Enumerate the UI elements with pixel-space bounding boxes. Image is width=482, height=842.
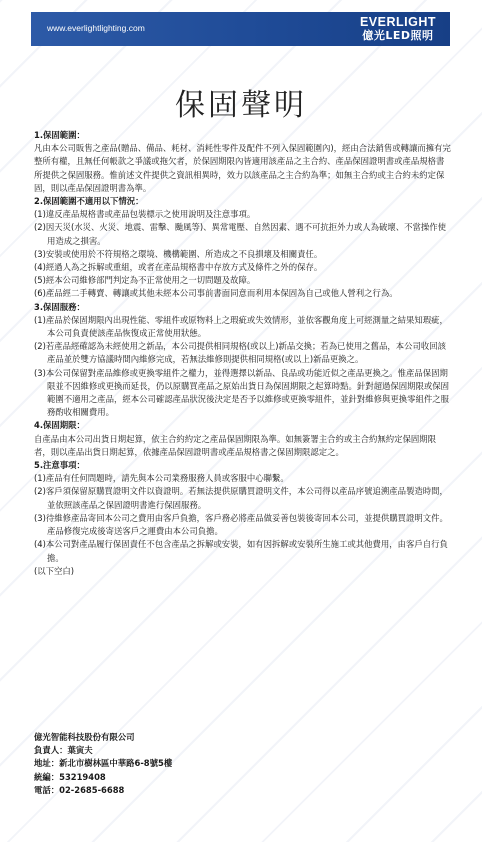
list-item: (4)經過人為之拆解或重組，或者在產品規格書中存放方式及條件之外的保存。 xyxy=(34,262,323,273)
company-phone: 電話：02-2685-6688 xyxy=(34,784,125,795)
brand-name-en: EVERLIGHT xyxy=(359,15,436,29)
list-item: (1)違反產品規格書或產品包裝標示之使用說明及注意事項。 xyxy=(34,209,256,220)
section-paragraph: 凡由本公司販售之產品(贈品、備品、耗材、消耗性零件及配件不列入保固範圍內)，經由合法銷售或轉讓而擁有完整所有權，且無任何帳款之爭議或拖欠者，於保固期限內皆適用該產品之主合約、產品保固證明書或產品規格書所提供之保固服務。惟前述文件提供之資訊相異時，效力以該產品之主合約為準；如無主合約或主合約未約定保固，則以產品保固證明書為準。 xyxy=(34,143,451,193)
closing-note: (以下空白) xyxy=(34,565,75,576)
header-banner xyxy=(31,12,450,46)
section-heading: 1.保固範圍： xyxy=(34,130,85,140)
company-tax-id: 統編：53219408 xyxy=(34,771,106,782)
company-owner: 負責人：葉寅夫 xyxy=(34,745,93,756)
list-item: (2)因天災(水災、火災、地震、雷擊、颱風等)、異常電壓、自然因素、遇不可抗拒外力或人為破壞、不當操作使用造成之損害。 xyxy=(34,222,447,246)
list-item: (4)本公司對產品履行保固責任不包含產品之拆解或安裝，如有因拆解或安裝所生施工或其他費用，由客戶自行負擔。 xyxy=(34,539,448,563)
list-item: (3)本公司保留對產品維修或更換零組件之權力，並得選擇以新品、良品或功能近似之產品更換之。惟產品保固期限並不因維修或更換而延長，仍以原購買產品之原始出貨日為保固期限之起算時點。針對超過保固期限或保固範圍不適用之產品，經本公司確認產品狀況後決定是否予以維修或更換零組件，並針對維修與更換零組件之服務酌收相關費用。 xyxy=(34,367,449,418)
list-item: (3)待維修產品寄回本公司之費用由客戶負擔，客戶務必將產品做妥善包裝後寄回本公司，並提供購買證明文件。產品修復完成後寄送客戶之運費由本公司負擔。 xyxy=(34,512,448,537)
warranty-content xyxy=(34,129,452,578)
list-item: (1)產品有任何問題時，請先與本公司業務服務人員或客服中心聯繫。 xyxy=(34,473,289,484)
section-heading: 4.保固期限： xyxy=(34,420,85,431)
list-item: (1)產品於保固期限內出現性能、零組件或原物料上之瑕疵或失效情形，並依客觀角度上可經測量之結果知瑕疵，本公司負責使該產品恢復成正常使用狀態。 xyxy=(34,314,448,339)
list-item: (2)若產品經確認為未經使用之新品，本公司提供相同規格(或以上)新品交換；若為已使用之舊品，本公司收回該產品並於雙方協議時間內維修完成，若無法維修則提供相同規格(或以上)新品更換之。 xyxy=(34,341,447,365)
section-heading: 2.保固範圍不適用以下情況： xyxy=(34,196,144,207)
section-heading: 5.注意事項： xyxy=(34,460,85,471)
list-item: (2)客戶須保留原購買證明文件以資證明。若無法提供原購買證明文件，本公司得以產品序號追溯產品製造時間，並依照該產品之保固證明書進行保固服務。 xyxy=(34,486,448,510)
company-info xyxy=(34,731,434,797)
brand-logo xyxy=(360,16,436,42)
brand-name-zh: 億光LED照明 xyxy=(362,29,434,42)
list-item: (5)經本公司維修部門判定為不正常使用之一切問題及故障。 xyxy=(34,275,256,286)
list-item: (6)產品經二手轉賣、轉讓或其他未經本公司事前書面同意而利用本保固為自己或他人營利之行為。 xyxy=(34,288,398,299)
list-item: (3)安裝或使用於不符規格之環境、機構範圍、所造成之不良損壞及相關責任。 xyxy=(34,248,323,259)
section-heading: 3.保固服務： xyxy=(34,301,85,312)
section-paragraph: 自產品由本公司出貨日期起算，依主合約約定之產品保固期限為準。如無簽署主合約或主合約無約定保固期限者，則以產品出貨日期起算，依據產品保固證明書或產品規格書之保固期限認定之。 xyxy=(34,433,436,457)
page-title: 保固聲明 xyxy=(175,88,307,123)
company-address: 地址：新北市樹林區中華路6-8號5樓 xyxy=(34,758,173,769)
company-name: 億光智能科技股份有限公司 xyxy=(34,732,135,742)
website-url: www.everlightlighting.com xyxy=(47,23,145,33)
